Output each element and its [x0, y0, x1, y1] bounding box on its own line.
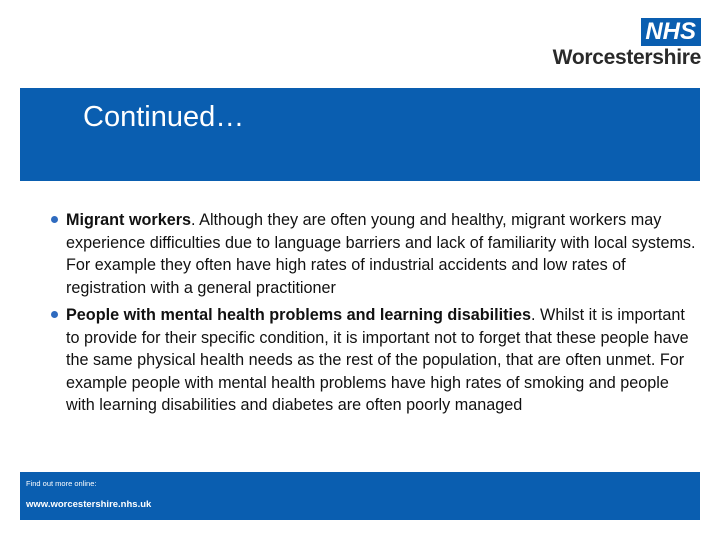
slide-title: Continued…: [83, 101, 245, 133]
bullet-dot-icon: [51, 216, 58, 223]
bullet-heading: People with mental health problems and learning disabilities: [66, 306, 532, 324]
bullet-heading: Migrant workers: [66, 211, 192, 229]
bullet-mental-health: [47, 304, 697, 417]
title-band: [20, 88, 700, 181]
nhs-worcestershire-logo: [552, 18, 701, 70]
bullet-dot-icon: [51, 311, 58, 318]
bullet-migrant-workers: [47, 209, 697, 299]
nhs-badge: NHS: [641, 18, 701, 46]
org-name: Worcestershire: [552, 46, 701, 69]
bullet-list: [47, 209, 697, 422]
footer-url-link[interactable]: www.worcestershire.nhs.uk: [26, 499, 152, 510]
footer-band: [20, 472, 700, 520]
bullet-text: . Although they are often young and healthy, migrant workers may experience difficulties due to language barriers and lack of familiarity with local systems. For example they often have high rates of industrial accidents and low rates of registration with a general practitioner: [66, 211, 696, 297]
bullet-text: . Whilst it is important to provide for their specific condition, it is important not to forget that these people have the same physical health needs as the rest of the population, that are often unmet. For example people with mental health problems have high rates of smoking and people with learning disabilities and diabetes are often poorly managed: [66, 306, 689, 414]
footer-label: Find out more online:: [26, 479, 97, 488]
